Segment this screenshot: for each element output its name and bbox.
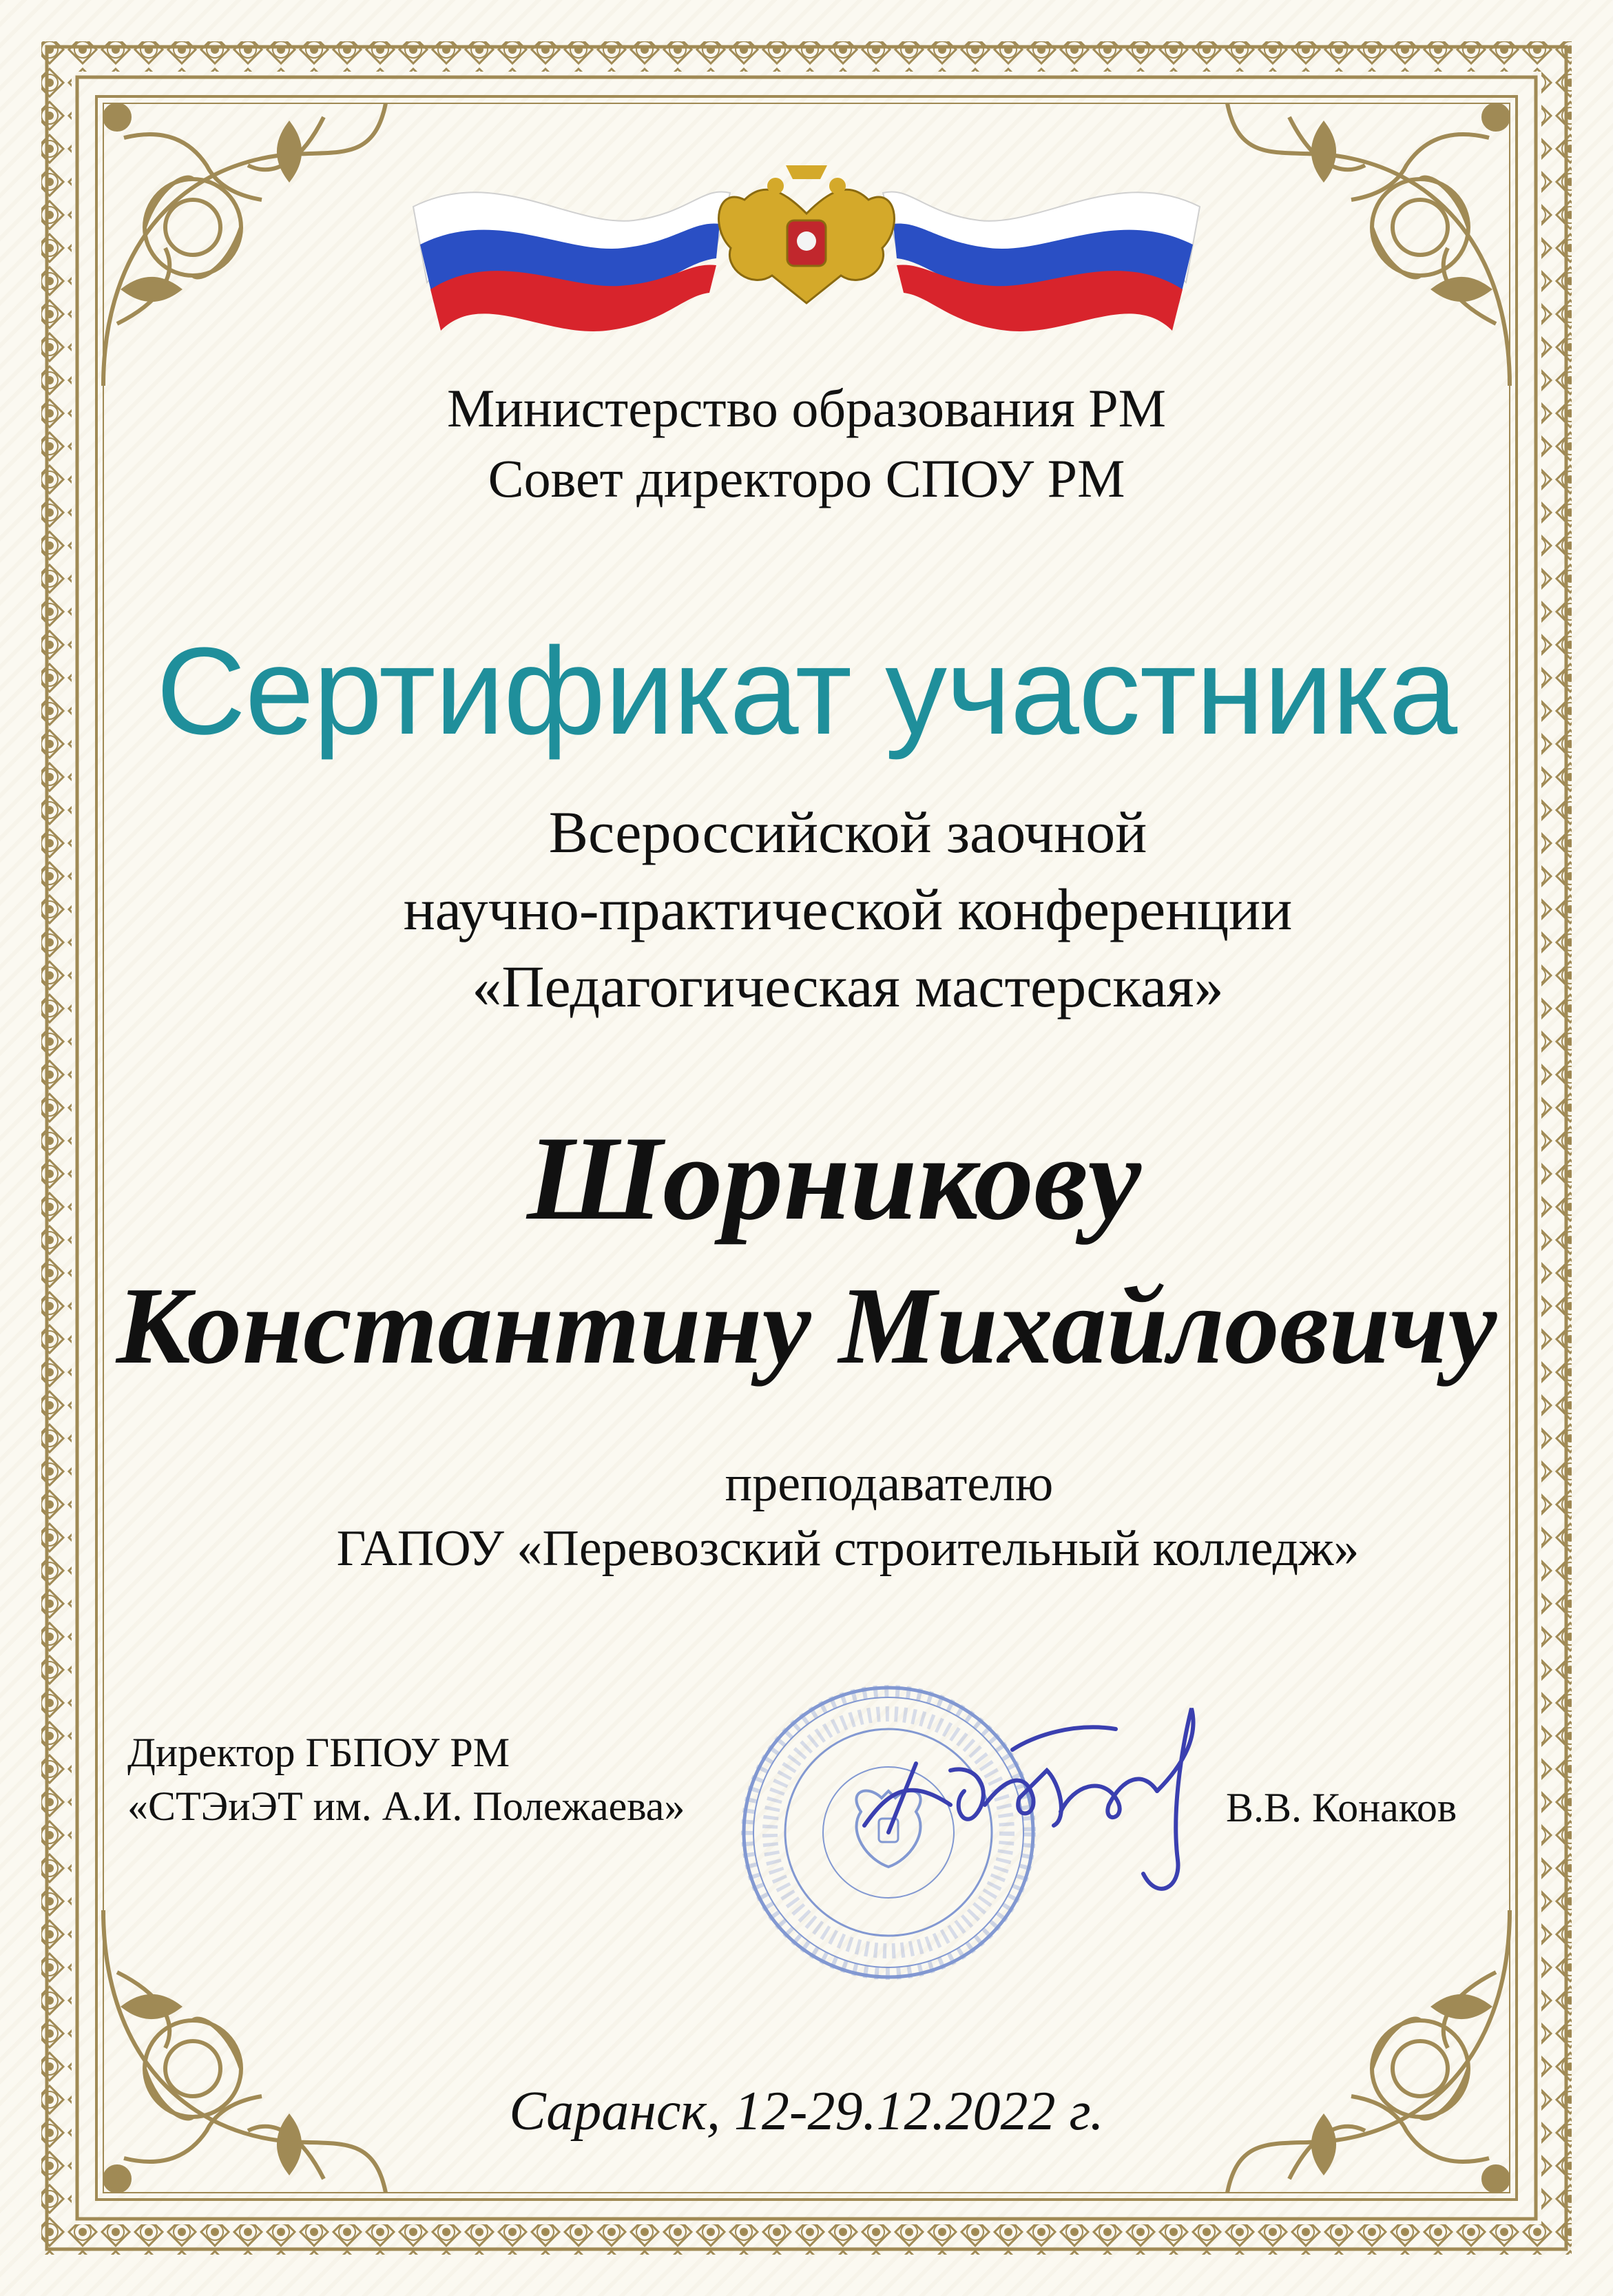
event-line-2: научно-практической конференции <box>403 876 1293 942</box>
recipient-surname: Шорникову <box>527 1111 1141 1245</box>
signatory-title-line-2: «СТЭиЭТ им. А.И. Полежаева» <box>127 1783 685 1829</box>
signatory-title-line-1: Директор ГБПОУ РМ <box>127 1730 510 1775</box>
place-and-date: Саранск, 12-29.12.2022 г. <box>509 2081 1104 2142</box>
event-line-1: Всероссийской заочной <box>548 799 1147 865</box>
certificate-title: Сертификат участника <box>156 622 1457 761</box>
organization-line-2: Совет директоро СПОУ РМ <box>488 448 1125 508</box>
organization-line-1: Министерство образования РМ <box>446 378 1167 438</box>
recipient-given-names: Константину Михайловичу <box>116 1264 1497 1387</box>
signatory-name: В.В. Конаков <box>1226 1785 1457 1830</box>
recipient-position: преподавателю <box>725 1456 1054 1512</box>
event-line-3: «Педагогическая мастерская» <box>472 953 1224 1020</box>
recipient-organization: ГАПОУ «Перевозский строительный колледж» <box>336 1520 1360 1577</box>
